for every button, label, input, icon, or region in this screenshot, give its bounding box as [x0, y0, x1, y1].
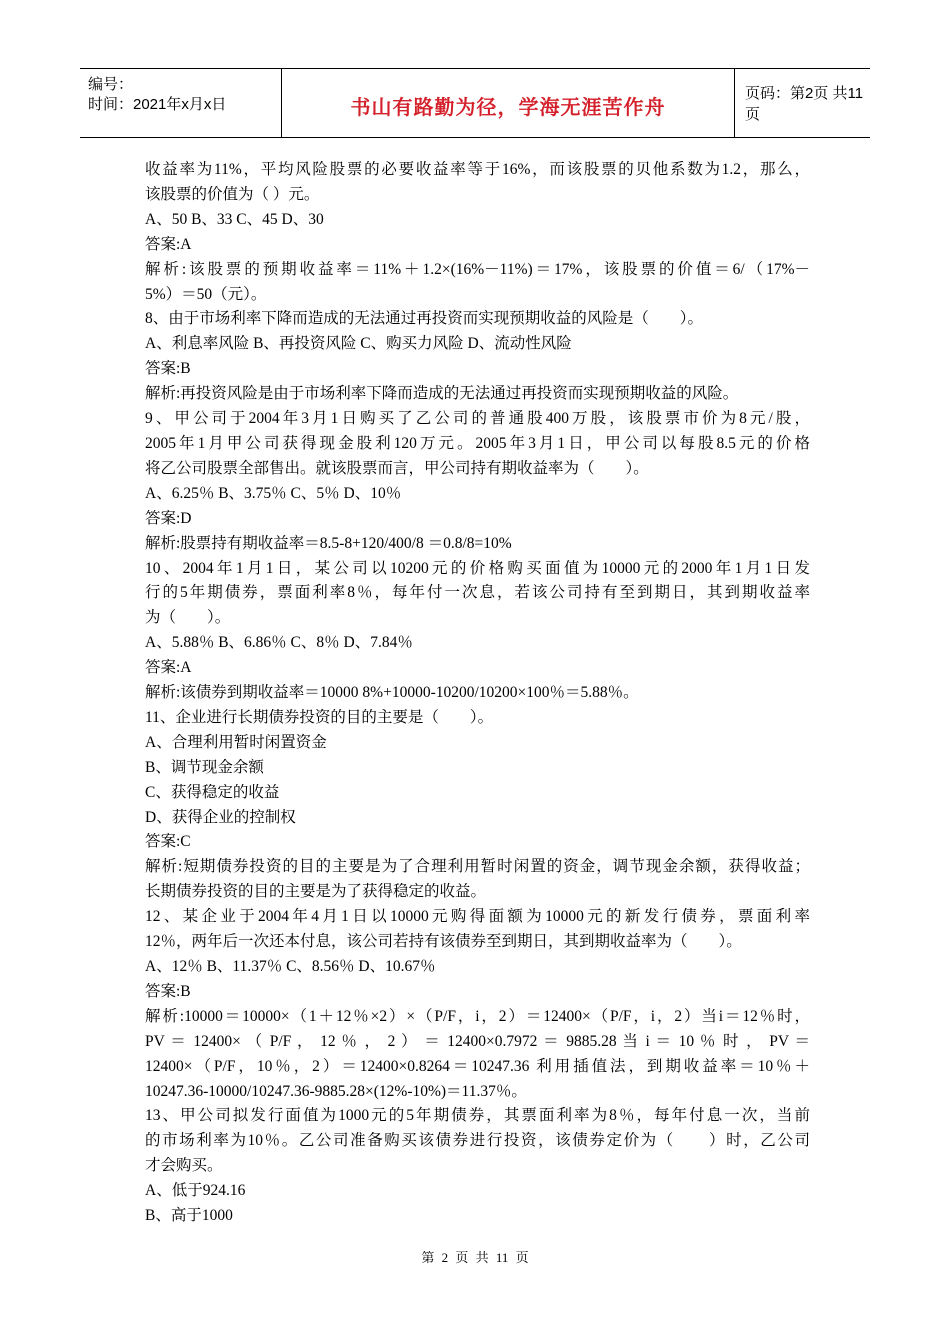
text-line: 解析:该债券到期收益率＝10000 8%+10000-10200/10200×100％＝5.88％。: [145, 684, 639, 702]
text-line: 为（ ）。: [145, 609, 231, 627]
text-line: B、调节现金余额: [145, 758, 264, 776]
text-line: 答案:A: [145, 659, 192, 677]
text-line: 12400×（P/F，10％，2）＝12400×0.8264＝10247.36 利用插值法，到期收益率＝10％＋: [145, 1057, 810, 1075]
text-line: 9、甲公司于2004年3月1日购买了乙公司的普通股400万股，该股票市价为8元/股，: [145, 410, 810, 428]
text-line: 答案:C: [145, 833, 191, 851]
text-line: 该股票的价值为（ ）元。: [145, 185, 320, 203]
text-line: 5%）＝50（元）。: [145, 285, 267, 303]
text-line: 10247.36-10000/10247.36-9885.28×(12%-10%)＝11.37％。: [145, 1082, 527, 1100]
text-line: 8、由于市场利率下降而造成的无法通过再投资而实现预期收益的风险是（ ）。: [145, 310, 704, 328]
text-line: 行的5年期债券，票面利率8％，每年付一次息，若该公司持有至到期日，其到期收益率: [145, 584, 810, 602]
text-line: 11、企业进行长期债券投资的目的主要是（ ）。: [145, 708, 494, 726]
text-line: 答案:A: [145, 235, 192, 253]
text-line: A、6.25％ B、3.75％ C、5％ D、10％: [145, 484, 402, 502]
text-line: A、12％ B、11.37％ C、8.56％ D、10.67％: [145, 958, 436, 975]
header-motto-cell: [282, 69, 735, 137]
number-label: 编号：: [88, 76, 134, 93]
text-line: 解析:股票持有期收益率＝8.5-8+120/400/8 ＝0.8/8=10%: [145, 534, 512, 552]
text-line: 解析:该股票的预期收益率＝11%＋1.2×(16%－11%)＝17%，该股票的价值＝6/（17%－: [145, 260, 810, 278]
header-page-cell: [735, 69, 870, 137]
text-line: A、合理利用暂时闲置资金: [145, 733, 327, 751]
text-line: 答案:B: [145, 982, 191, 1000]
text-line: A、5.88％ B、6.86％ C、8％ D、7.84％: [145, 634, 413, 652]
page-footer: 第 2 页 共 11 页: [421, 1250, 529, 1265]
text-line: 的市场利率为10％。乙公司准备购买该债券进行投资，该债券定价为（ ）时，乙公司: [145, 1132, 810, 1150]
text-line: A、低于924.16: [145, 1182, 246, 1200]
text-line: PV ＝ 12400× （ P/F ， 12 ％ ， 2 ） ＝ 12400×0.7972 ＝ 9885.28 当 i ＝ 10 ％ 时 ， PV ＝: [145, 1032, 810, 1050]
text-line: 13、甲公司拟发行面值为1000元的5年期债券，其票面利率为8％，每年付息一次，当前: [145, 1107, 810, 1125]
page-label: 页码：第2页 共11页: [745, 85, 864, 123]
header-meta: [80, 69, 282, 137]
text-line: 收益率为11%，平均风险股票的必要收益率等于16%，而该股票的贝他系数为1.2，那么，: [145, 161, 810, 178]
text-line: 12、某企业于2004年4月1日以10000元购得面额为10000元的新发行债券，票面利率: [145, 908, 810, 926]
text-line: 长期债券投资的目的主要是为了获得稳定的收益。: [145, 883, 487, 901]
page-header: [80, 68, 870, 138]
text-line: 解析:短期债券投资的目的主要是为了合理利用暂时闲置的资金，调节现金余额，获得收益；: [145, 858, 810, 876]
text-line: 将乙公司股票全部售出。就该股票而言，甲公司持有期收益率为（ ）。: [145, 459, 649, 477]
time-label: 时间：2021年x月x日: [88, 96, 227, 113]
text-line: A、50 B、33 C、45 D、30: [145, 210, 324, 228]
text-line: 答案:D: [145, 509, 192, 527]
text-line: 10、2004年1月1日，某公司以10200元的价格购买面值为10000元的2000年1月1日发: [145, 559, 810, 577]
text-line: 答案:B: [145, 360, 191, 378]
text-line: C、获得稳定的收益: [145, 783, 280, 801]
text-line: A、利息率风险 B、再投资风险 C、购买力风险 D、流动性风险: [145, 335, 572, 353]
text-line: D、获得企业的控制权: [145, 808, 296, 826]
body-text: [145, 158, 810, 1229]
text-line: 才会购买。: [145, 1157, 223, 1175]
text-line: 解析:10000＝10000×（1＋12％×2）×（P/F，i，2）＝12400×（P/F，i，2）当i＝12％时，: [145, 1007, 810, 1025]
text-line: 12％，两年后一次还本付息，该公司若持有该债券至到期日，其到期收益率为（ ）。: [145, 933, 742, 951]
motto: 书山有路勤为径，学海无涯苦作舟: [350, 94, 666, 119]
text-line: 解析:再投资风险是由于市场利率下降而造成的无法通过再投资而实现预期收益的风险。: [145, 385, 739, 403]
text-line: B、高于1000: [145, 1207, 233, 1225]
text-line: 2005年1月甲公司获得现金股利120万元。2005年3月1日，甲公司以每股8.5元的价格: [145, 434, 810, 452]
